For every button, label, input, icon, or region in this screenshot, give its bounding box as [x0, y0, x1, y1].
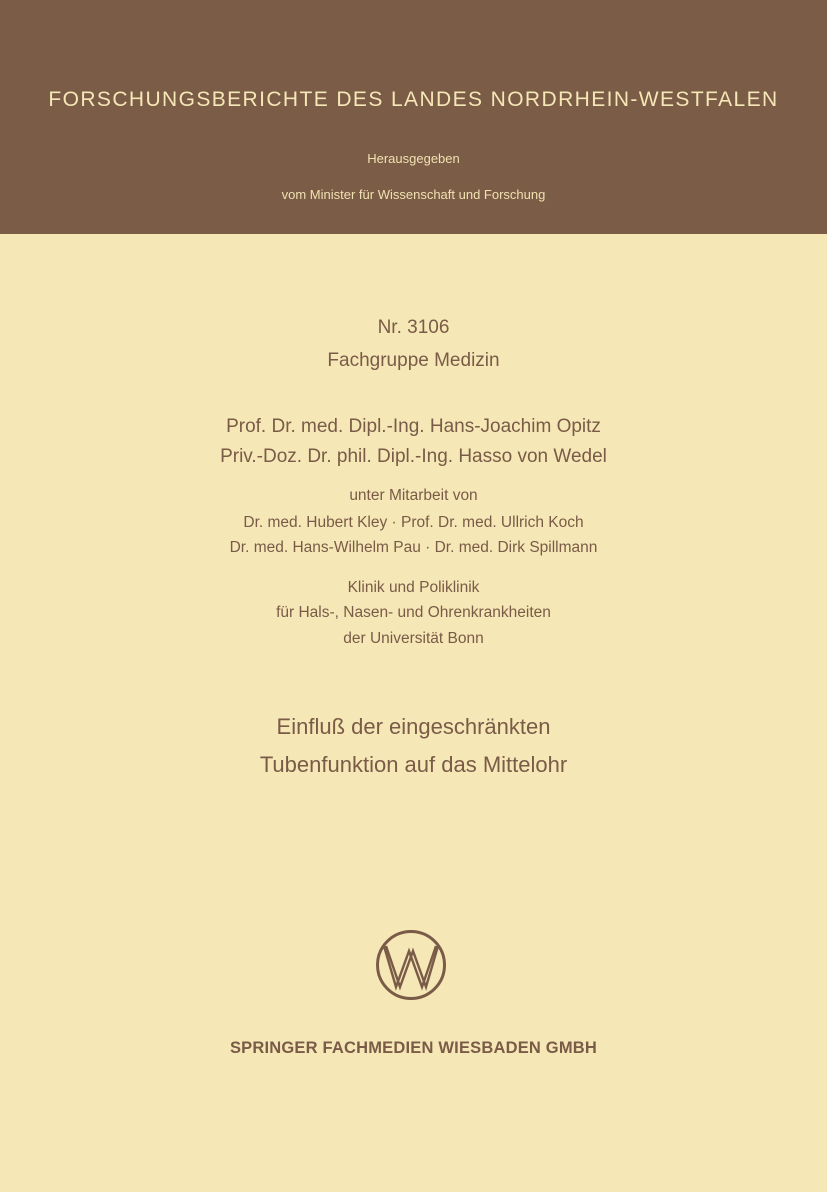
- collaborators-line-1: Dr. med. Hubert Kley · Prof. Dr. med. Ullrich Koch: [243, 514, 584, 531]
- publisher-name: SPRINGER FACHMEDIEN WIESBADEN GMBH: [229, 1039, 598, 1057]
- book-title-line-1: Einfluß der eingeschränkten: [276, 714, 551, 739]
- subject-group: Fachgruppe Medizin: [327, 350, 500, 371]
- institution-line-3: der Universität Bonn: [343, 630, 484, 647]
- collaborators-line-2: Dr. med. Hans-Wilhelm Pau · Dr. med. Dirk Spillmann: [229, 539, 598, 556]
- report-number: Nr. 3106: [377, 317, 450, 338]
- book-title-line-2: Tubenfunktion auf das Mittelohr: [259, 752, 568, 777]
- author-2: Priv.-Doz. Dr. phil. Dipl.-Ing. Hasso von Wedel: [220, 446, 607, 467]
- springer-vieweg-ww-logo-icon: [375, 929, 447, 1001]
- institution-line-1: Klinik und Poliklinik: [347, 579, 480, 596]
- author-1: Prof. Dr. med. Dipl.-Ing. Hans-Joachim Opitz: [226, 416, 601, 437]
- collaboration-label: unter Mitarbeit von: [349, 487, 478, 504]
- publisher-note: Herausgegeben: [367, 151, 460, 166]
- publisher-note-minister: vom Minister für Wissenschaft und Forschung: [281, 187, 546, 202]
- series-title: FORSCHUNGSBERICHTE DES LANDES NORDRHEIN-WESTFALEN: [48, 88, 779, 111]
- header-band: [0, 0, 827, 234]
- institution-line-2: für Hals-, Nasen- und Ohrenkrankheiten: [276, 604, 551, 621]
